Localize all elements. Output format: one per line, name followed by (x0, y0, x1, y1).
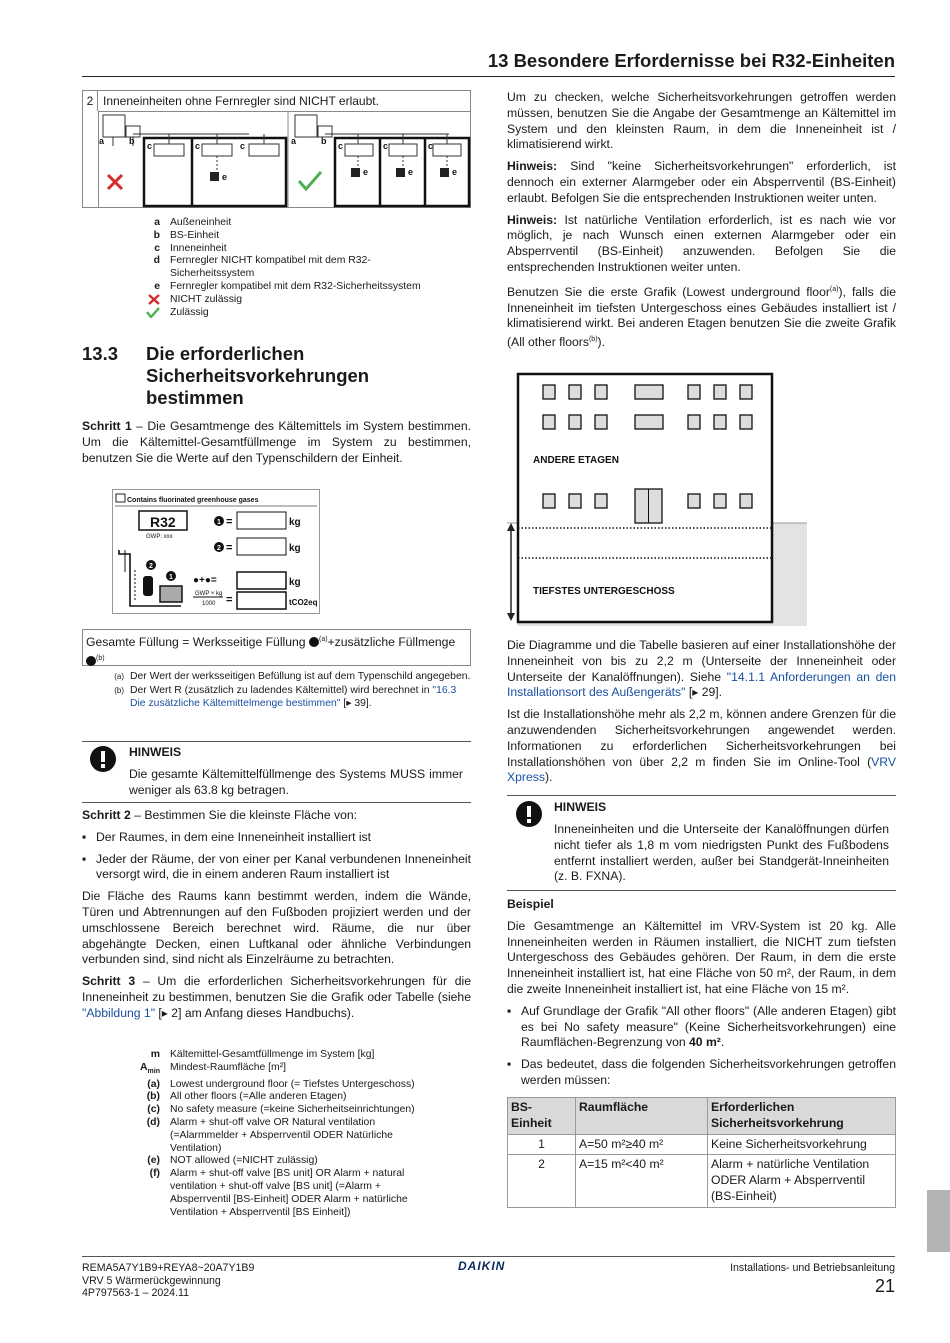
checkmark-icon (146, 307, 160, 318)
hint-paragraph-1: Hinweis: Sind "keine Sicherheitsvorkehrungen" erforderlich, ist dennoch ein externer Alarmgeber oder ein Absperrventil (BS-Einheit) erlaubt. Befolgen Sie die entsprechenden Instruktionen weiter unten. (507, 159, 896, 205)
svg-text:kg: kg (289, 517, 301, 528)
table-cell: Alarm + natürliche Ventilation ODER Alarm + Absperrventil (BS-Einheit) (708, 1155, 896, 1207)
step-3-paragraph: Schritt 3 – Um die erforderlichen Sicherheitsvorkehrungen für die Inneneinheit zu bestimmen, benutzen Sie die Grafik oder Tabelle (siehe "Abbildung 1" [▸ 2] am Anfang dieses Handbuchs). (82, 974, 471, 1020)
legend-item: Zulässig (82, 307, 462, 320)
gas-type: R32 (150, 514, 176, 530)
svg-text:=: = (226, 542, 233, 554)
nameplate-label-figure (112, 489, 320, 614)
building-drawing (507, 371, 807, 626)
legend-item: e Fernregler kompatibel mit dem R32-Sicherheitssystem (154, 280, 421, 292)
page-header-title: 13 Besondere Erfordernisse bei R32-Einheiten (487, 50, 895, 71)
cross-icon (148, 294, 160, 305)
svg-text:c: c (338, 141, 344, 151)
list-item: ▪ Auf Grundlage der Grafik "All other floors" (Alle anderen Etagen) gibt es bei No safety measure" (Keine Sicherheitsvorkehrungen) eine Raumflächen-Begrenzung von 40 m². (507, 1003, 896, 1050)
list-item: ▪ Das bedeutet, dass die folgenden Sicherheitsvorkehrungen getroffen werden müssen: (507, 1057, 896, 1087)
footer-doctype: Installations- und Betriebsanleitung (730, 1262, 895, 1274)
list-item: ▪ Der Raumes, in dem eine Inneneinheit installiert ist (82, 829, 372, 844)
section-title: Die erforderlichen Sicherheitsvorkehrungen bestimmen (146, 343, 370, 408)
svg-text:e: e (222, 172, 228, 182)
notice-label: HINWEIS (129, 745, 182, 759)
table-cell: A=15 m²<40 m² (576, 1155, 708, 1207)
svg-text:●+●=: ●+●= (193, 575, 217, 586)
svg-text:kg: kg (289, 543, 301, 554)
svg-text:c: c (195, 141, 201, 151)
svg-text:a: a (291, 136, 297, 146)
svg-text:c: c (240, 141, 246, 151)
svg-text:b: b (129, 136, 135, 146)
table-row (508, 1155, 896, 1207)
footnote-a: (a) Der Wert der werksseitigen Befüllung ist auf dem Typenschild angegeben. (114, 671, 471, 682)
upper-floors-label: ANDERE ETAGEN (533, 455, 619, 466)
legend-item: a Außeneinheit (154, 217, 232, 228)
table-header: BS-Einheit (508, 1098, 576, 1135)
notice-text: Inneneinheiten und die Unterseite der Kanalöffnungen dürfen nicht tiefer als 1,8 m vom niedrigsten Punkt des Fußbodens entfernt installiert werden, außer bei Standgerät-Inneinheiten (z. B. FXNA). (554, 822, 889, 884)
header-divider (82, 76, 895, 77)
legend-item: (e) NOT allowed (=NICHT zulässig) (147, 1155, 318, 1167)
link-vrv-xpress[interactable]: VRV Xpress (507, 754, 896, 785)
legend-item: c Inneneinheit (154, 242, 227, 254)
svg-text:=: = (226, 594, 233, 606)
legend-item: $A_{min}$ Mindest-Raumfläche [m²] (140, 1061, 287, 1075)
table-header-row (508, 1098, 896, 1135)
check-paragraph: Um zu checken, welche Sicherheitsvorkehrungen getroffen werden müssen, benutzen Sie die Angabe der Gesamtmenge an Kältemittel im System und den kleinsten Raum, in dem die Inneneinheit ist / klimatisierend wirkt. (507, 90, 896, 152)
svg-text:e: e (452, 167, 458, 177)
legend-item: (f) Alarm + shut-off valve [BS unit] OR Alarm + natural ventilation + shut-off valve [BS unit] (=Alarm + Absperrventil [BS-Einheit] ODER Alarm + natürliche Ventilation + Absperrventil [BS Einheit]) (149, 1168, 408, 1218)
svg-text:1: 1 (169, 574, 173, 581)
svg-text:1: 1 (217, 519, 221, 526)
notice-bottom-rule (82, 802, 471, 803)
legend-item: (d) Alarm + shut-off valve OR Natural ventilation (=Alarmmelder + Absperrventil ODER Natürliche Ventilation) (146, 1117, 393, 1154)
lowest-floor-label: TIEFSTES UNTERGESCHOSS (533, 586, 675, 597)
graph-legend (82, 1049, 471, 1219)
gwp-kg: GWP × kg (195, 591, 223, 597)
footnote-b: (b) Der Wert R (zusätzlich zu ladendes Kältemittel) wird berechnet in "16.3 Die zusätzliche Kältemittelmenge bestimmen" [▸ 39]. (114, 684, 457, 709)
svg-text:c: c (147, 141, 153, 151)
legend-item: (c) No safety measure (=keine Sicherheitseinrichtungen) (147, 1104, 415, 1116)
notice-top-rule (507, 795, 896, 796)
table-cell: A=50 m²≥40 m² (576, 1134, 708, 1155)
table-cell: Keine Sicherheitsvorkehrung (708, 1134, 896, 1155)
link-14-1-1[interactable]: "14.1.1 Anforderungen an den Installationsort des Außengeräts" (507, 669, 896, 700)
svg-text:=: = (226, 516, 233, 528)
notice-top-rule (82, 741, 471, 742)
notice-icon (515, 800, 543, 831)
legend-item: (b) All other floors (=Alle anderen Etagen) (146, 1091, 347, 1103)
notice-bottom-rule (507, 890, 896, 891)
svg-text:e: e (408, 167, 414, 177)
nameplate-label-drawing (113, 490, 319, 613)
link-abbildung-1[interactable]: "Abbildung 1" (82, 1005, 156, 1020)
footer-product: VRV 5 Wärmerückgewinnung (82, 1274, 221, 1287)
example-heading: Beispiel (507, 897, 554, 911)
legend-item: m Kältemittel-Gesamtfüllmenge im System [kg] (150, 1049, 375, 1060)
height-over-limit-paragraph: Ist die Installationshöhe mehr als 2,2 m, können andere Grenzen für die anzuwendenden Sicherheitsvorkehrungen angewendet werden. Informationen zu erforderlichen Sicherheitsvorkehrungen bei Installationshöhen von über 2,2 m finden Sie im Online-Tool (VRV Xpress). (507, 707, 896, 785)
step-1-paragraph: Schritt 1 – Die Gesamtmenge des Kältemittels im System bestimmen. Um die Kältemittel-Gesamtfüllmenge im System zu bestimmen, benutzen Sie die Werte auf den Typenschildern der Einheit. (82, 419, 471, 465)
svg-text:c: c (428, 141, 434, 151)
table-cell: 1 (508, 1134, 576, 1155)
svg-text:2: 2 (217, 545, 221, 552)
remote-controller-figure-table (82, 90, 471, 208)
daikin-logo: DAIKIN (458, 1259, 506, 1273)
notice-label: HINWEIS (554, 800, 607, 814)
table-header: Raumfläche (576, 1098, 708, 1135)
page-number: 21 (874, 1276, 895, 1296)
section-number: 13.3 (82, 343, 119, 364)
example-paragraph: Die Gesamtmenge an Kältemittel im VRV-System ist 20 kg. Alle Inneneinheiten werden in Räumen installiert, die NICHT zum tiefsten Untergeschoss des Gebäudes gehören. Der Raum, in dem die erste Inneneinheit installiert ist, hat eine Fläche von 50 m², der Raum, in dem die zweite Inneneinheit installiert ist, hat eine Fläche von 15 m². (507, 918, 896, 996)
tco2-unit: tCO2eq (289, 598, 318, 607)
table-cell: 2 (508, 1155, 576, 1207)
legend-item: NICHT zulässig (82, 294, 462, 307)
graph-usage-paragraph: Benutzen Sie die erste Grafik (Lowest underground floor$^{(a)}$), falls die Inneneinheit im tiefsten Untergeschoss eines Gebäudes installiert ist / klimatisierend wirkt. Bei anderen Etagen benutzen Sie die zweite Grafik (All other floors$^{(b)}$). (507, 284, 896, 350)
svg-text:2: 2 (149, 563, 153, 570)
remote-controller-diagram (99, 112, 471, 208)
total-fill-formula-box: Gesamte Füllung = Werksseitige Füllung $^{(a)}$+zusätzliche Füllmenge $^{(b)}$ (82, 629, 471, 666)
table-header: Erforderlichen Sicherheitsvorkehrung (708, 1098, 896, 1135)
step-2-paragraph: Schritt 2 – Bestimmen Sie die kleinste Fläche von: (82, 808, 358, 822)
chapter-side-tab (927, 1190, 950, 1252)
building-floors-figure (507, 371, 807, 626)
svg-text:e: e (363, 167, 369, 177)
row-text: Inneneinheiten ohne Fernregler sind NICHT erlaubt. (103, 94, 379, 108)
figure-legend (82, 217, 462, 320)
legend-item: (a) Lowest underground floor (= Tiefstes Untergeschoss) (147, 1078, 415, 1090)
safety-measures-table (507, 1097, 896, 1208)
legend-item: b BS-Einheit (153, 229, 220, 241)
legend-item: d Fernregler NICHT kompatibel mit dem R32-Sicherheitssystem (153, 255, 371, 280)
svg-text:b: b (321, 136, 327, 146)
label-header: Contains fluorinated greenhouse gases (127, 497, 259, 504)
gwp-text: GWP: xxx (146, 534, 173, 540)
svg-text:c: c (383, 141, 389, 151)
footer-divider (82, 1256, 895, 1257)
notice-text: Die gesamte Kältemittelfüllmenge des Systems MUSS immer weniger als 63.8 kg betragen. (129, 767, 463, 797)
divisor: 1000 (202, 601, 216, 607)
room-area-paragraph: Die Fläche des Raums kann bestimmt werden, indem die Wände, Türen und Abtrennungen auf den Fußboden projiziert werden und der umschlossene Bereich berechnet wird. Räume, die nur über abgehängte Decken, einen Luftkanal oder ähnliche Verbindungen verbunden sind, sind nicht als Einzelräume zu betrachten. (82, 889, 471, 967)
installation-height-paragraph: Die Diagramme und die Tabelle basieren auf einer Installationshöhe der Inneneinheit von bis zu 2,2 m (Unterseite der Inneneinheit oder Unterseite der Kanalöffnungen). Siehe "14.1.1 Anforderungen an den Installationsort des Außengeräts" [▸ 29]. (507, 638, 896, 700)
link-16-3[interactable]: "16.3 Die zusätzliche Kältemittelmenge bestimmen" (130, 684, 457, 709)
hint-paragraph-2: Hinweis: Ist natürliche Ventilation erforderlich, ist es nach wie vor möglich, je nach Wunsch einen externen Alarmgeber oder ein Absperrventil (BS-Einheit) anzuwenden. Befolgen Sie die entsprechenden Instruktionen weiter unten. (507, 212, 896, 274)
footer-docnum: 4P797563-1 – 2024.11 (82, 1287, 190, 1300)
list-item: ▪ Jeder der Räume, der von einer per Kanal verbundenen Inneneinheit versorgt wird, die in einem anderen Raum installiert ist (82, 851, 471, 882)
notice-icon (89, 745, 117, 776)
svg-text:a: a (99, 136, 105, 146)
svg-text:kg: kg (289, 577, 301, 588)
footer-model: REMA5A7Y1B9+REYA8~20A7Y1B9 (82, 1262, 255, 1274)
table-row (508, 1134, 896, 1155)
row-number: 2 (83, 91, 98, 111)
